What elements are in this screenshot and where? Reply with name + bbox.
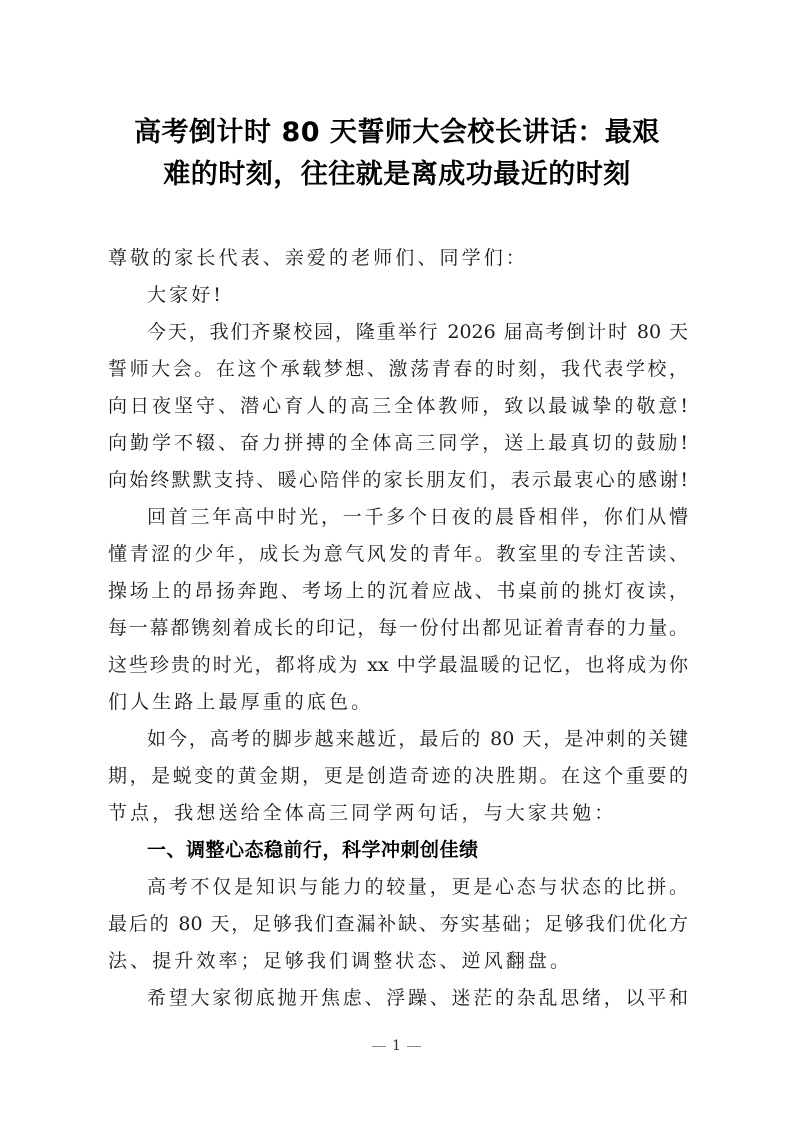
page-footer <box>0 1038 793 1054</box>
body-text-line: 尊敬的家长代表、亲爱的老师们、同学们： <box>108 247 528 269</box>
body-text-line: 向勤学不辍、奋力拼搏的全体高三同学，送上最真切的鼓励! <box>108 432 688 454</box>
document-body <box>108 240 688 1017</box>
body-text-line: 希望大家彻底抛开焦虑、浮躁、迷茫的杂乱思绪，以平和 <box>147 987 688 1009</box>
body-text-line: 期，是蜕变的黄金期，更是创造奇迹的决胜期。在这个重要的 <box>108 765 688 787</box>
body-text-line: 这些珍贵的时光，都将成为 xx 中学最温暖的记忆，也将成为你 <box>108 654 688 676</box>
body-text-line: 誓师大会。在这个承载梦想、激荡青春的时刻，我代表学校， <box>108 358 688 380</box>
title-line-1: 高考倒计时 80 天誓师大会校长讲话：最艰 <box>134 117 660 148</box>
body-text-line: 向日夜坚守、潜心育人的高三全体教师，致以最诚挚的敬意! <box>108 395 688 417</box>
body-text-line: 回首三年高中时光，一千多个日夜的晨昏相伴，你们从懵 <box>147 506 688 528</box>
body-text-line: 今天，我们齐聚校园，隆重举行 2026 届高考倒计时 80 天 <box>147 321 688 343</box>
section-heading: 一、调整心态稳前行，科学冲刺创佳绩 <box>147 839 479 861</box>
body-text-line: 最后的 80 天，足够我们查漏补缺、夯实基础；足够我们优化方 <box>108 913 688 935</box>
body-text-line: 操场上的昂扬奔跑、考场上的沉着应战、书桌前的挑灯夜读， <box>108 580 688 602</box>
body-text-line: 节点，我想送给全体高三同学两句话，与大家共勉： <box>108 802 617 824</box>
body-text-line: 向始终默默支持、暖心陪伴的家长朋友们，表示最衷心的感谢! <box>108 469 688 491</box>
body-text-line: 每一幕都镌刻着成长的印记，每一份付出都见证着青春的力量。 <box>108 617 688 639</box>
dash-right <box>407 1046 421 1047</box>
body-text-line: 法、提升效率；足够我们调整状态、逆风翻盘。 <box>108 950 573 972</box>
body-text-line: 大家好! <box>147 284 225 306</box>
body-text-line: 懂青涩的少年，成长为意气风发的青年。教室里的专注苦读、 <box>108 543 688 565</box>
body-text-line: 高考不仅是知识与能力的较量，更是心态与状态的比拼。 <box>147 876 688 898</box>
body-text-line: 们人生路上最厚重的底色。 <box>108 691 374 713</box>
title-line-2: 难的时刻，往往就是离成功最近的时刻 <box>163 159 631 190</box>
document-title <box>100 112 694 196</box>
page-number: 1 <box>392 1038 401 1054</box>
body-text-line: 如今，高考的脚步越来越近，最后的 80 天，是冲刺的关键 <box>147 728 688 750</box>
dash-left <box>372 1046 386 1047</box>
